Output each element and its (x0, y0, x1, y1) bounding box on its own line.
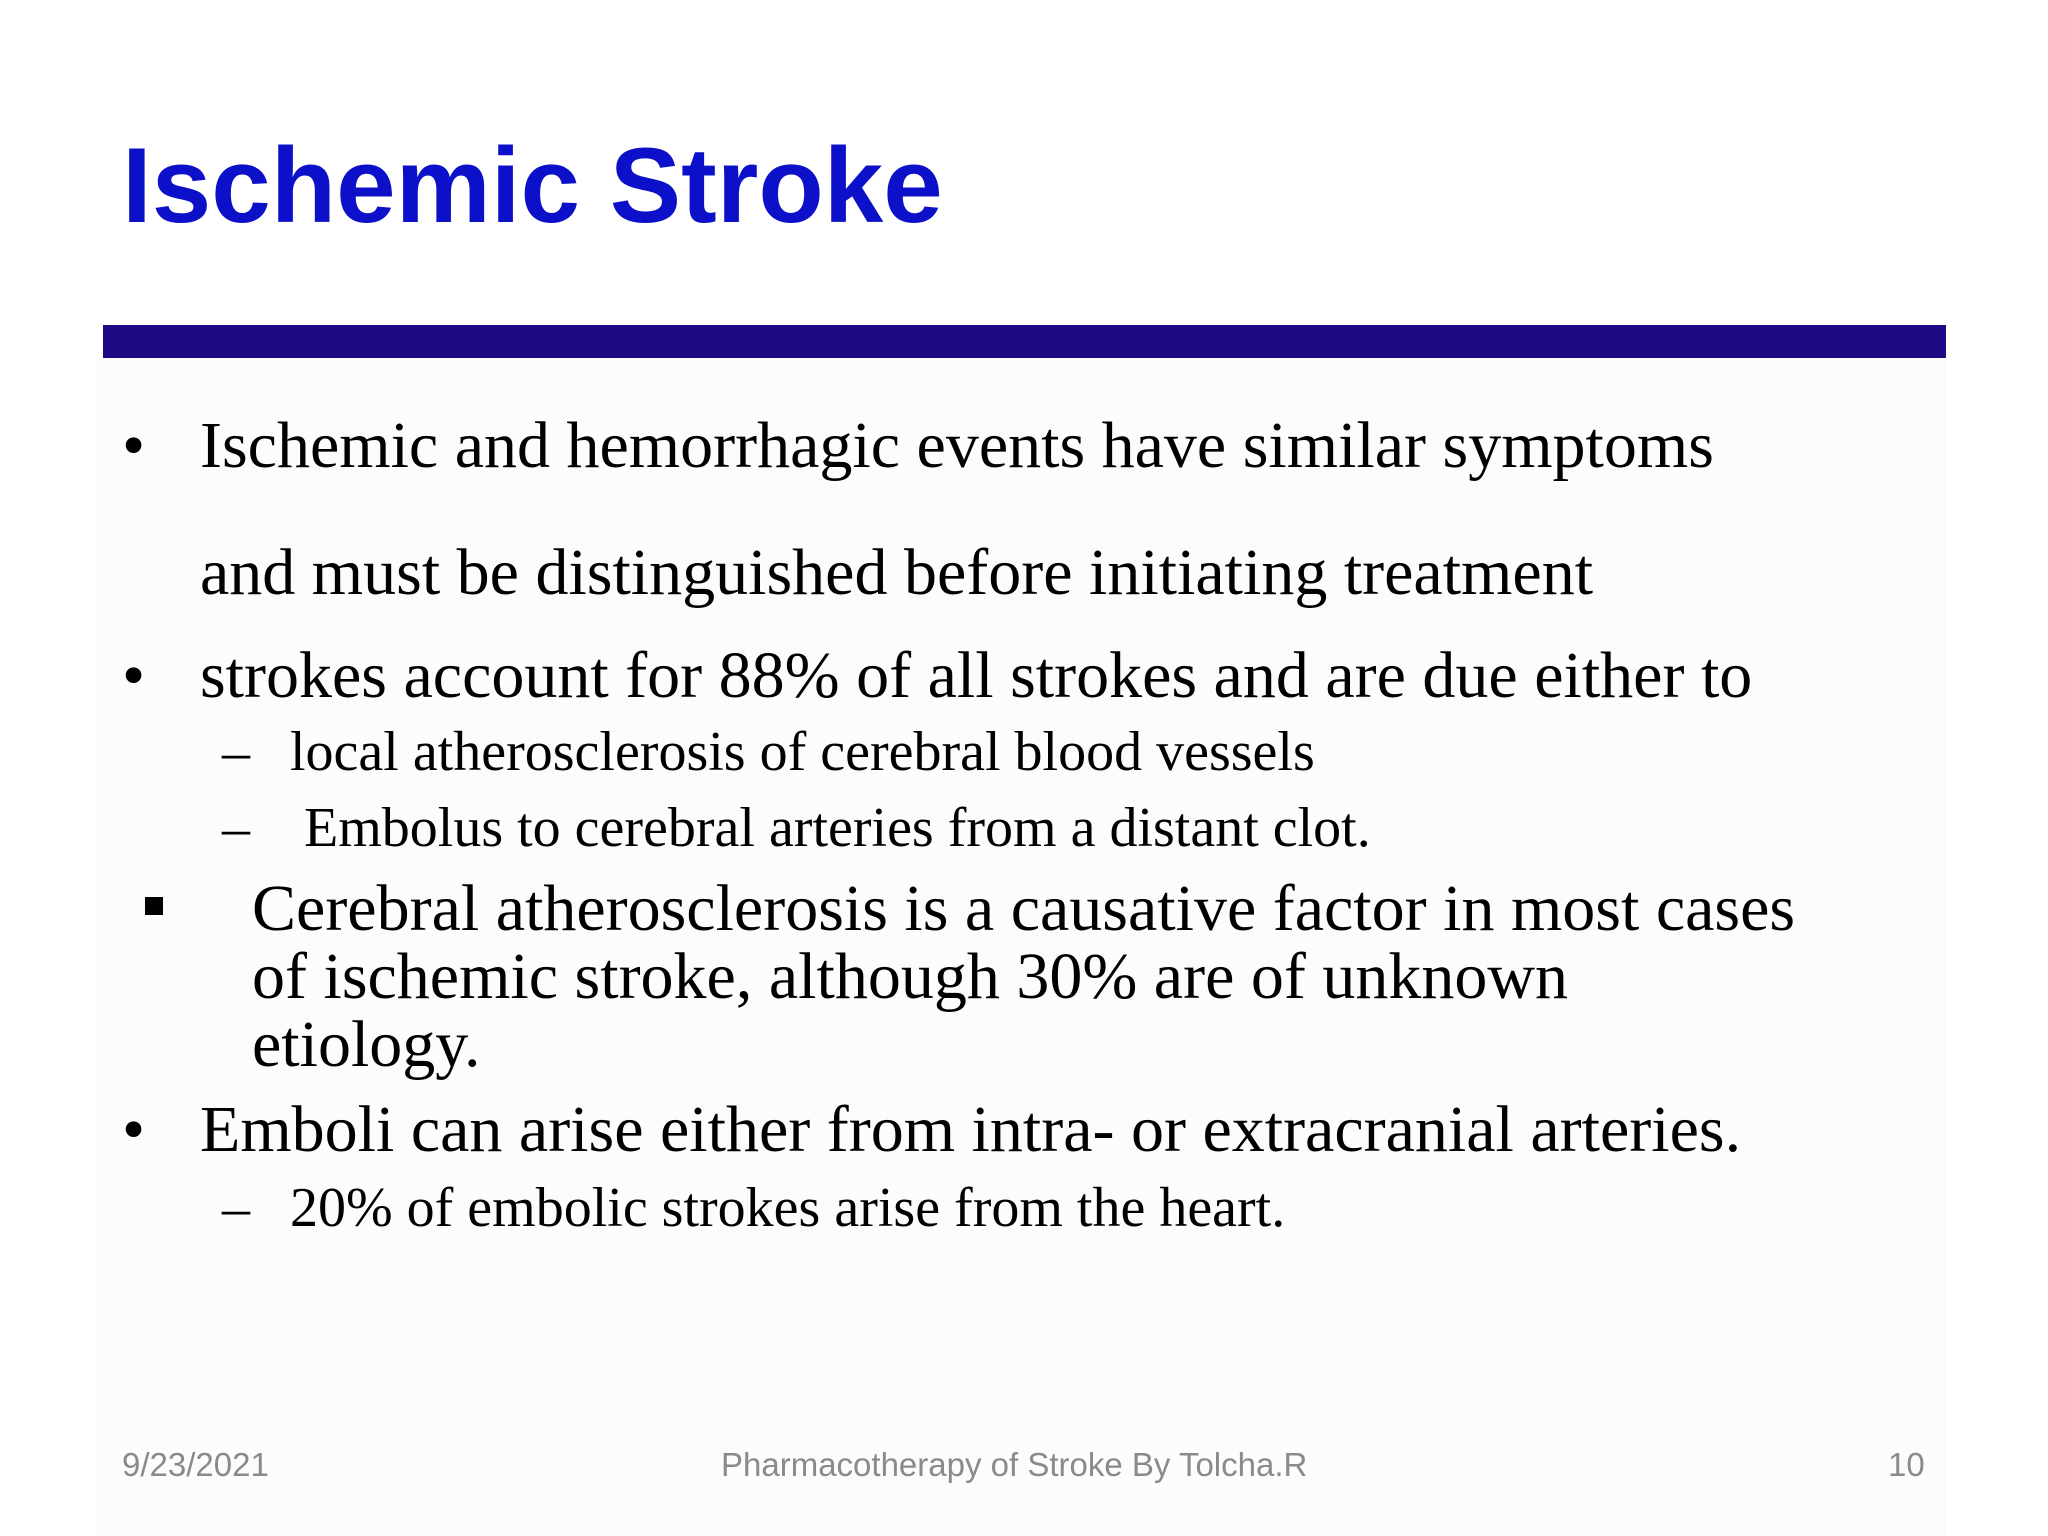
bullet-2-line-1: strokes account for 88% of all strokes and are due either to (200, 639, 1753, 712)
bullet-1-line-2: and must be distinguished before initiating treatment (200, 536, 1594, 609)
bullet-dot-icon: • (122, 1093, 146, 1166)
title-divider-bar (103, 325, 1946, 358)
bullet-3-line-1: Cerebral atherosclerosis is a causative factor in most cases (252, 872, 1796, 945)
bullet-2-subitem-1: local atherosclerosis of cerebral blood vessels (290, 721, 1315, 783)
footer-center-text: Pharmacotherapy of Stroke By Tolcha.R (721, 1446, 1308, 1483)
bullet-dot-icon: • (122, 409, 146, 482)
square-bullet-icon (145, 897, 163, 915)
footer-page-number: 10 (1888, 1446, 1925, 1483)
footer-date: 9/23/2021 (122, 1446, 269, 1483)
sub-bullet-dash-icon: – (222, 1177, 250, 1239)
sub-bullet-dash-icon: – (222, 797, 250, 859)
bullet-3-line-3: etiology. (252, 1008, 481, 1081)
slide-title: Ischemic Stroke (122, 125, 943, 245)
bullet-1-line-1: Ischemic and hemorrhagic events have similar symptoms (200, 409, 1714, 482)
bullet-3-line-2: of ischemic stroke, although 30% are of unknown (252, 940, 1569, 1013)
bullet-2-subitem-2: Embolus to cerebral arteries from a distant clot. (290, 797, 1371, 859)
sub-bullet-dash-icon: – (222, 721, 250, 783)
bullet-4-subitem-1: 20% of embolic strokes arise from the heart. (290, 1177, 1286, 1239)
bullet-dot-icon: • (122, 639, 146, 712)
bullet-4-line-1: Emboli can arise either from intra- or extracranial arteries. (200, 1093, 1742, 1166)
